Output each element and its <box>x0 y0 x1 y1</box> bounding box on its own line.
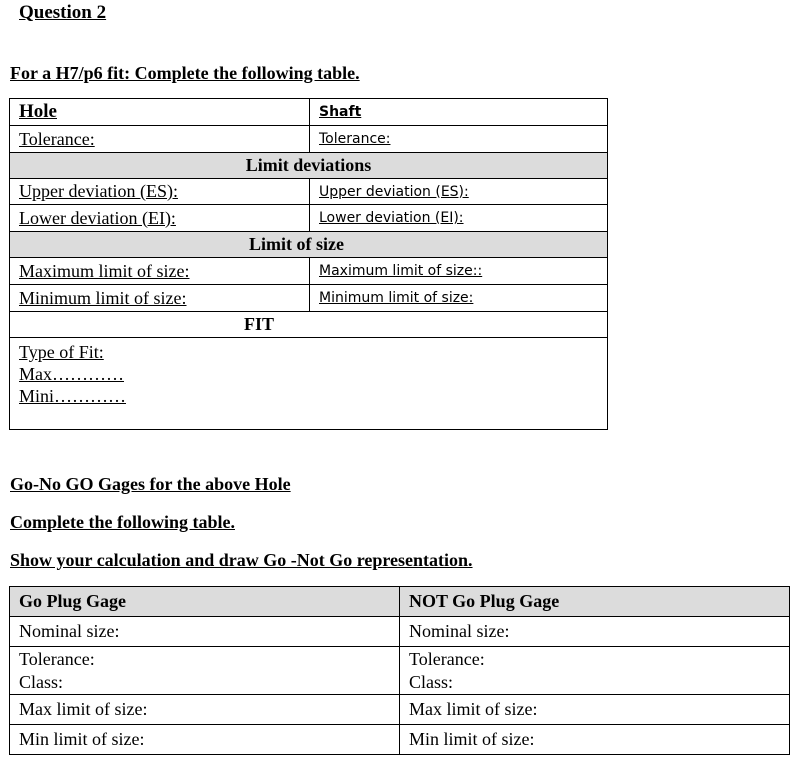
shaft-header-cell <box>310 99 608 126</box>
question-title: Question 2 <box>19 2 107 23</box>
go-nominal-size: Nominal size: <box>10 617 400 647</box>
fit-details-cell <box>10 338 608 430</box>
hole-min-cell <box>10 285 310 312</box>
section1-heading: For a H7/p6 fit: Complete the following table. <box>10 63 360 83</box>
notgo-max-limit: Max limit of size: <box>400 695 790 725</box>
hole-lower-deviation-label: Lower deviation (EI): <box>19 207 176 228</box>
hole-upper-deviation-label: Upper deviation (ES): <box>19 181 178 201</box>
section2-calculation-note: Show your calculation and draw Go -Not Go representation. <box>10 550 473 570</box>
go-tolerance-label: Tolerance: <box>19 648 95 669</box>
notgo-class-label: Class: <box>409 671 454 692</box>
limit-deviations-header: Limit deviations <box>10 153 608 179</box>
fit-max-label: Max………… <box>19 364 124 384</box>
hole-lower-cell <box>10 205 310 232</box>
shaft-upper-cell <box>310 179 608 205</box>
shaft-tolerance-cell <box>310 126 608 153</box>
shaft-max-cell <box>310 258 608 285</box>
hole-upper-cell <box>10 179 310 205</box>
shaft-upper-deviation-label: Upper deviation (ES): <box>319 183 469 200</box>
fit-table <box>9 98 608 430</box>
hole-header-cell <box>10 99 310 126</box>
go-class-label: Class: <box>19 671 64 692</box>
hole-tolerance-label: Tolerance: <box>19 128 95 149</box>
gage-table <box>9 586 790 755</box>
go-max-limit: Max limit of size: <box>10 695 400 725</box>
limit-of-size-header: Limit of size <box>10 232 608 258</box>
section2-instruction: Complete the following table. <box>10 512 235 532</box>
shaft-header: Shaft <box>319 104 362 120</box>
notgo-plug-gage-header: NOT Go Plug Gage <box>400 587 790 617</box>
go-min-limit: Min limit of size: <box>10 725 400 755</box>
notgo-tolerance-class-cell <box>400 647 790 695</box>
hole-max-cell <box>10 258 310 285</box>
section2-heading: Go-No GO Gages for the above Hole <box>10 474 291 494</box>
hole-tolerance-cell <box>10 126 310 153</box>
notgo-nominal-size: Nominal size: <box>400 617 790 647</box>
fit-mini-label: Mini………… <box>19 386 127 406</box>
go-tolerance-class-cell <box>10 647 400 695</box>
shaft-lower-deviation-label: Lower deviation (EI): <box>319 210 464 226</box>
type-of-fit-label: Type of Fit: <box>19 342 104 362</box>
shaft-min-limit-label: Minimum limit of size: <box>319 290 474 306</box>
hole-min-limit-label: Minimum limit of size: <box>19 287 187 308</box>
hole-header: Hole <box>19 101 57 122</box>
shaft-tolerance-label: Tolerance: <box>319 131 391 147</box>
shaft-max-limit-label: Maximum limit of size:: <box>319 263 483 279</box>
fit-header: FIT <box>10 312 608 338</box>
notgo-min-limit: Min limit of size: <box>400 725 790 755</box>
shaft-lower-cell <box>310 205 608 232</box>
hole-max-limit-label: Maximum limit of size: <box>19 260 190 281</box>
shaft-min-cell <box>310 285 608 312</box>
go-plug-gage-header: Go Plug Gage <box>10 587 400 617</box>
notgo-tolerance-label: Tolerance: <box>409 648 485 669</box>
